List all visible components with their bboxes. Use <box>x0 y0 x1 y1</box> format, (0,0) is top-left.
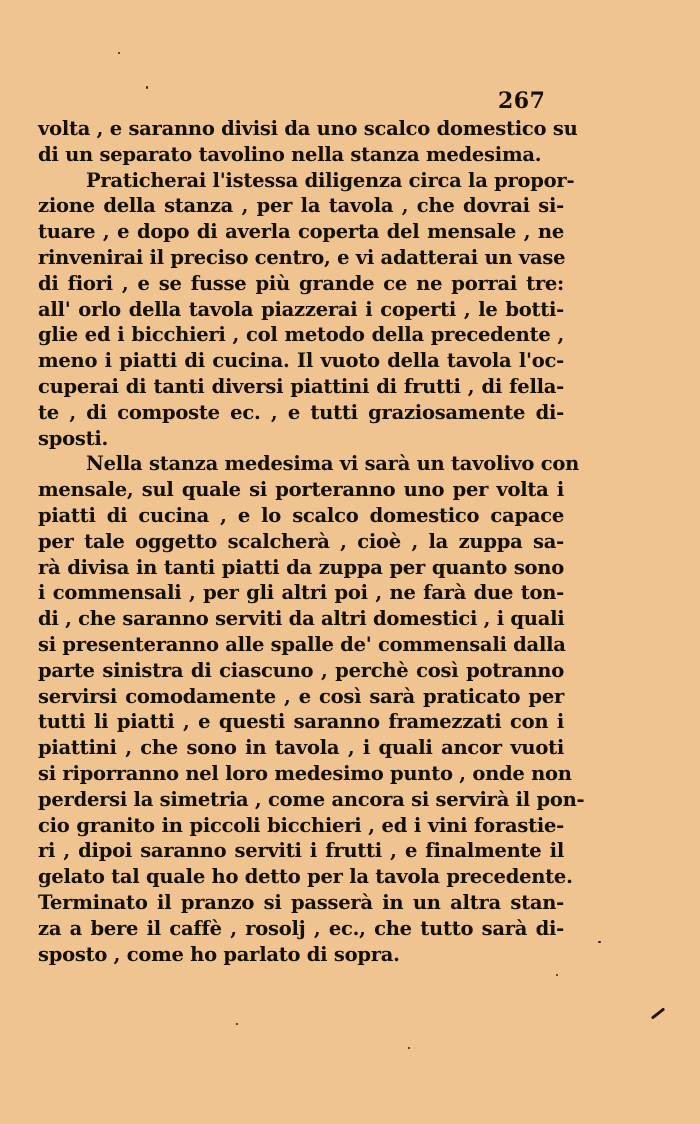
text-line: Nella stanza medesima vi sarà un tavolivo con <box>86 452 579 476</box>
paper-speck <box>408 1047 410 1049</box>
text-line: rinvenirai il preciso centro, e vi adatterai un vase <box>38 245 566 269</box>
text-line: parte sinistra di ciascuno , perchè così potranno <box>38 658 564 682</box>
text-line: di un separato tavolino nella stanza medesima. <box>38 142 542 166</box>
text-line: mensale, sul quale si porteranno uno per volta i <box>38 478 564 502</box>
text-line: rà divisa in tanti piatti da zuppa per quanto sono <box>38 555 564 579</box>
body-text <box>38 116 585 967</box>
text-line: servirsi comodamente , e così sarà praticato per <box>38 684 564 708</box>
page-number: 267 <box>498 88 546 114</box>
text-line: volta , e saranno divisi da uno scalco domestico su <box>38 117 578 140</box>
text-line: Terminato il pranzo si passerà in un altra stan- <box>38 890 564 914</box>
text-line: cio granito in piccoli bicchieri , ed i vini forastie- <box>38 813 564 837</box>
text-line: tuare , e dopo di averla coperta del mensale , ne <box>38 220 564 244</box>
text-line: piattini , che sono in tavola , i quali ancor vuoti <box>38 736 564 760</box>
text-line: si riporranno nel loro medesimo punto , onde non <box>38 761 572 785</box>
text-line: piatti di cucina , e lo scalco domestico capace <box>38 503 564 527</box>
text-line: di fiori , e se fusse più grande ce ne porrai tre: <box>38 271 564 295</box>
text-line: za a bere il caffè , rosolj , ec., che tutto sarà di- <box>38 916 564 940</box>
paper-speck <box>236 1023 238 1025</box>
text-line: glie ed i bicchieri , col metodo della precedente , <box>38 323 564 347</box>
paper-speck <box>556 974 558 976</box>
text-line: tutti li piatti , e questi saranno framezzati con i <box>38 710 564 734</box>
text-line: ri , dipoi saranno serviti i frutti , e finalmente il <box>38 839 564 863</box>
text-line: meno i piatti di cucina. Il vuoto della tavola l'oc- <box>38 349 564 373</box>
text-line: sposto , come ho parlato di sopra. <box>38 942 400 966</box>
text-line: te , di composte ec. , e tutti graziosamente di- <box>38 400 564 424</box>
paper-speck <box>118 52 120 54</box>
text-line: sposti. <box>38 426 109 450</box>
text-line: di , che saranno serviti da altri domestici , i quali <box>38 607 565 631</box>
text-line: si presenteranno alle spalle de' commensali dalla <box>38 632 566 656</box>
text-line: per tale oggetto scalcherà , cioè , la zuppa sa- <box>38 529 564 553</box>
text-line: gelato tal quale ho detto per la tavola precedente. <box>38 865 573 889</box>
text-line: Praticherai l'istessa diligenza circa la propor- <box>86 168 575 192</box>
text-line: i commensali , per gli altri poi , ne farà due ton- <box>38 581 564 605</box>
text-line: zione della stanza , per la tavola , che dovrai si- <box>38 194 564 218</box>
paper-speck <box>146 86 148 89</box>
text-line: perdersi la simetria , come ancora si servirà il pon- <box>38 787 585 811</box>
text-line: cuperai di tanti diversi piattini di frutti , di fella- <box>38 374 564 398</box>
text-line: all' orlo della tavola piazzerai i coperti , le botti- <box>38 297 564 321</box>
ink-mark <box>651 1007 665 1019</box>
paper-speck <box>598 941 601 943</box>
